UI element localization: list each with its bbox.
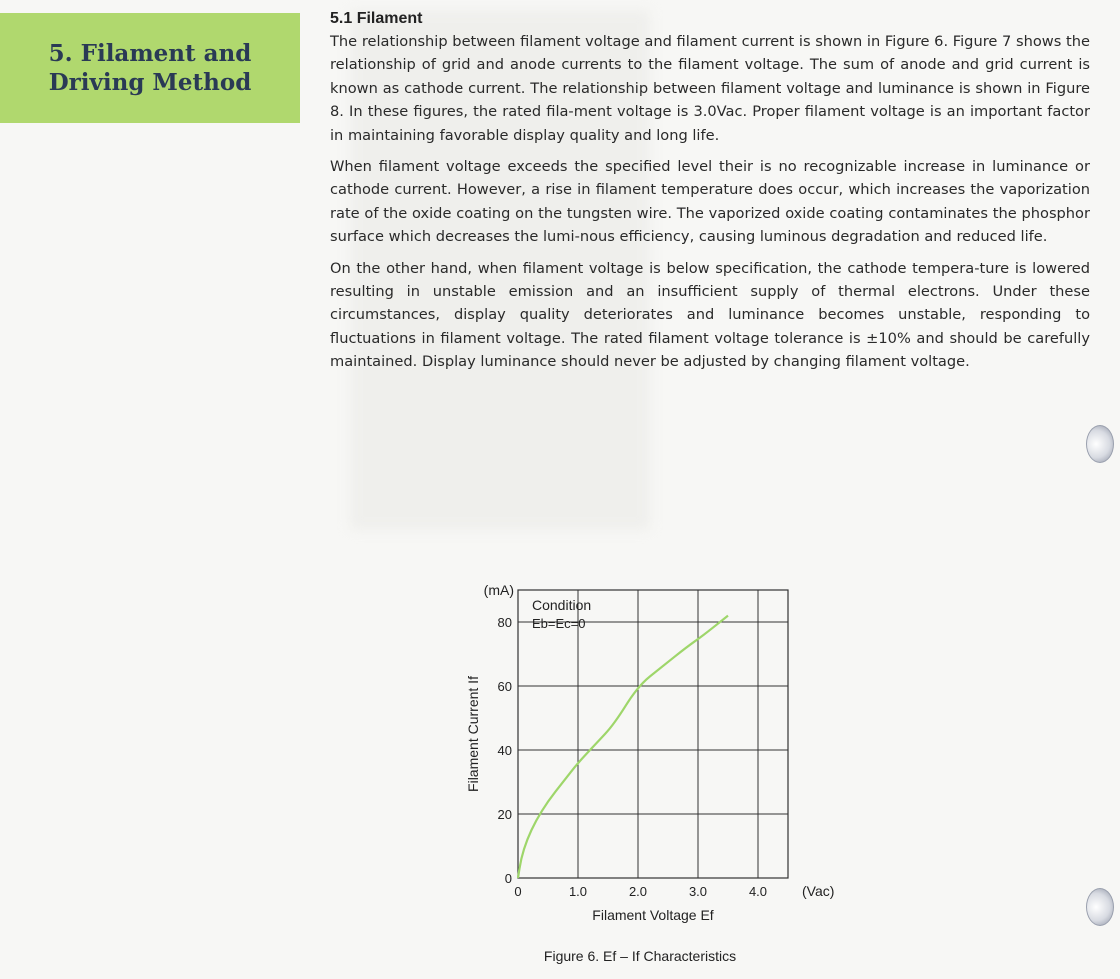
condition-label: Condition — [532, 597, 592, 613]
y-tick-label: 60 — [497, 679, 512, 694]
chart-svg — [450, 570, 850, 940]
y-tick-label: 40 — [497, 743, 512, 758]
x-tick-label: 0 — [514, 884, 522, 899]
paragraph-3: On the other hand, when filament voltage is below specification, the cathode tempera-ture is lowered resulting in unstable emission and an insufficient supply of thermal electrons. Under these circumstances, display quality deteriorates and luminance becomes unstable, responding to fluctuations in filament voltage. The rated filament voltage tolerance is ±10% and should be carefully maintained. Display luminance should never be adjusted by changing filament voltage. — [330, 259, 1090, 371]
binder-hole-bottom — [1086, 888, 1114, 926]
x-tick-label: 1.0 — [568, 884, 588, 899]
y-unit-label: (mA) — [483, 582, 514, 598]
y-tick-label: 0 — [504, 871, 512, 886]
x-axis-label: Filament Voltage Ef — [592, 907, 714, 923]
y-tick-label: 20 — [497, 807, 512, 822]
figure-caption: Figure 6. Ef – If Characteristics — [543, 948, 737, 964]
y-tick-label: 80 — [497, 615, 512, 630]
x-tick-label: 3.0 — [688, 884, 708, 899]
section-title: 5. Filament and Driving Method — [48, 40, 252, 96]
x-unit-label: (Vac) — [802, 883, 835, 899]
section-header — [0, 13, 300, 123]
paragraph-1: The relationship between filament voltage and filament current is shown in Figure 6. Figure 7 shows the relationship of grid and anode currents to the filament voltage. The sum of anode and grid current is known as cathode current. The relationship between filament voltage and luminance is shown in Figure 8. In these figures, the rated fila-ment voltage is 3.0Vac. Proper filament voltage is an important factor in maintaining favorable display quality and long life. — [330, 33, 1090, 144]
chart-grid — [518, 590, 788, 878]
condition-value: Eb=Ec=0 — [532, 616, 586, 631]
figure-6-chart — [450, 570, 850, 970]
y-axis-label: Filament Current If — [465, 676, 481, 792]
x-tick-label: 4.0 — [748, 884, 768, 899]
subsection-title: 5.1 Filament — [330, 10, 423, 27]
paragraph-2: When filament voltage exceeds the specified level their is no recognizable increase in luminance or cathode current. However, a rise in filament temperature does occur, which increases the vaporization rate of the oxide coating on the tungsten wire. The vaporized oxide coating contaminates the phosphor surface which decreases the lumi-nous efficiency, causing luminous degradation and reduced life. — [330, 158, 1090, 246]
plot-frame — [518, 590, 788, 878]
chart-ticks — [498, 615, 768, 899]
series-line-if — [518, 616, 728, 878]
x-tick-label: 2.0 — [628, 884, 648, 899]
content-column — [330, 10, 1090, 382]
binder-hole-top — [1086, 425, 1114, 463]
